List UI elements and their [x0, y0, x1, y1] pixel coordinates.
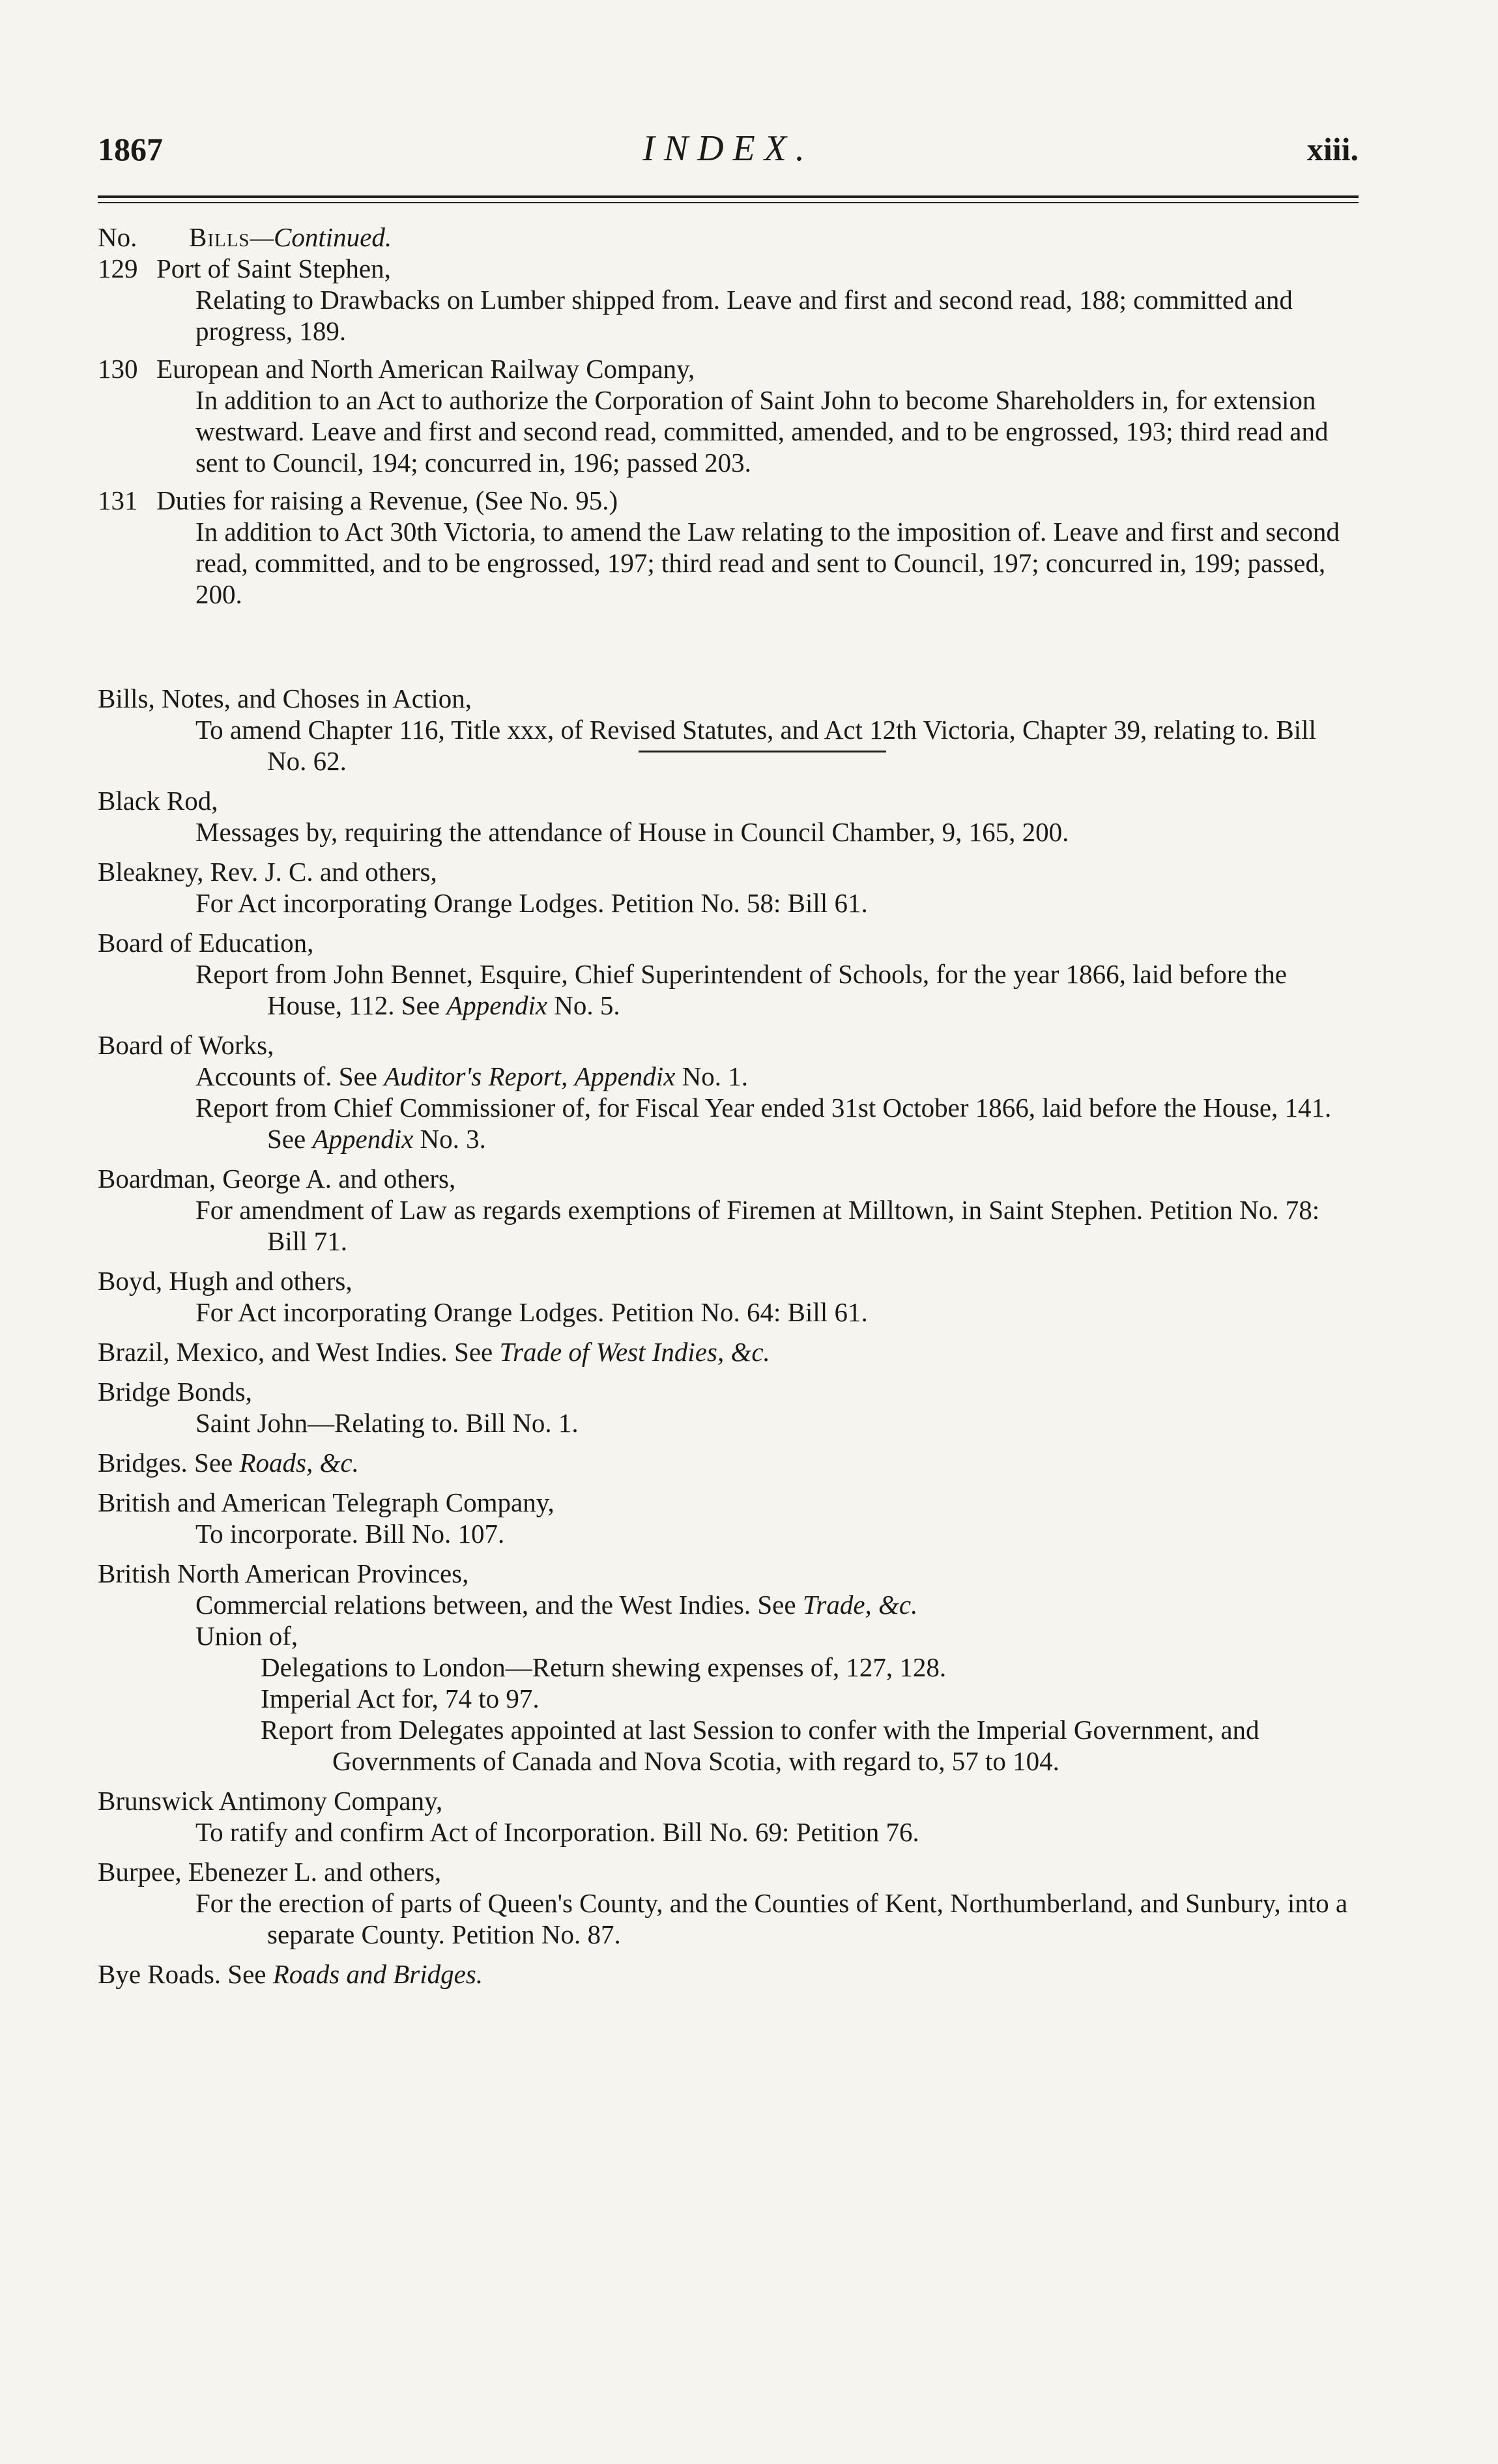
index-entry	[98, 1376, 1359, 1439]
entry-sub: For amendment of Law as regards exemptions of Firemen at Milltown, in Saint Stephen. Petition No. 78: Bill 71.	[195, 1195, 1320, 1256]
entry-sub: For Act incorporating Orange Lodges. Petition No. 64: Bill 61.	[195, 1297, 868, 1327]
page-header	[98, 130, 1359, 182]
entry-heading: British and American Telegraph Company,	[98, 1487, 555, 1517]
entry-sub: To ratify and confirm Act of Incorporation. Bill No. 69: Petition 76.	[195, 1817, 919, 1847]
index-entry	[98, 1447, 1359, 1478]
entry-sub: To incorporate. Bill No. 107.	[195, 1519, 505, 1549]
index-entry	[98, 927, 1359, 1021]
entry-sub: Commercial relations between, and the West Indies. See Trade, &c.	[195, 1590, 918, 1620]
entry-sub: Saint John—Relating to. Bill No. 1.	[195, 1408, 579, 1438]
entry-heading: Board of Works,	[98, 1030, 274, 1060]
entry-sub: Report from John Bennet, Esquire, Chief Superintendent of Schools, for the year 1866, laid before the House, 112. See Appendix No. 5.	[195, 959, 1287, 1020]
entry-heading: Burpee, Ebenezer L. and others,	[98, 1857, 442, 1887]
entry-heading: Bridge Bonds,	[98, 1377, 252, 1407]
bill-number: 131	[98, 485, 138, 515]
entry-heading: British North American Provinces,	[98, 1558, 469, 1588]
bill-title: Port of Saint Stephen,	[156, 253, 391, 283]
index-entry	[98, 1163, 1359, 1257]
bill-number: 130	[98, 354, 138, 384]
header-title: INDEX.	[642, 128, 814, 169]
entry-sub: Union of,	[195, 1621, 298, 1651]
bills-title: Bills	[189, 222, 250, 252]
entry-heading: Bleakney, Rev. J. C. and others,	[98, 857, 437, 887]
entry-sub: For the erection of parts of Queen's County, and the Counties of Kent, Northumberland, and Sunbury, into a separate County. Petition No. 87.	[195, 1888, 1348, 1949]
entry-subsub: Report from Delegates appointed at last Session to confer with the Imperial Government, and Governments of Canada and Nova Scotia, with regard to, 57 to 104.	[261, 1715, 1260, 1776]
bill-detail: In addition to an Act to authorize the Corporation of Saint John to become Shareholders in, for extension westward. Leave and first and second read, committed, amended, and to be engrossed, 193; third read and sent to Council, 194; concurred in, 196; passed 203.	[195, 385, 1329, 478]
index-entry	[98, 683, 1359, 777]
bills-heading	[98, 222, 1359, 253]
entry-sub: Report from Chief Commissioner of, for Fiscal Year ended 31st October 1866, laid before the House, 141. See Appendix No. 3.	[195, 1093, 1332, 1154]
bills-continued: —Continued.	[250, 222, 392, 252]
entry-sub: To amend Chapter 116, Title xxx, of Revised Statutes, and Act 12th Victoria, Chapter 39, relating to. Bill No. 62.	[195, 715, 1316, 776]
header-rule-thick	[98, 195, 1359, 198]
index-entry	[98, 1958, 1359, 1990]
bill-detail: In addition to Act 30th Victoria, to amend the Law relating to the imposition of. Leave and first and second read, committed, and to be engrossed, 197; third read and sent to Council, 197; concurred in, 199; passed, 200.	[195, 517, 1340, 609]
index-entry	[98, 1029, 1359, 1154]
header-page-number: xiii.	[1306, 131, 1359, 167]
index-entry	[98, 856, 1359, 919]
entry-sub: Accounts of. See Auditor's Report, Appendix No. 1.	[195, 1061, 749, 1091]
index-entry	[98, 1785, 1359, 1848]
entry-heading: Board of Education,	[98, 928, 314, 958]
entry-heading: Black Rod,	[98, 786, 218, 816]
entry-sub: For Act incorporating Orange Lodges. Petition No. 58: Bill 61.	[195, 888, 868, 918]
entry-heading: Bills, Notes, and Choses in Action,	[98, 683, 472, 713]
index-entry	[98, 1558, 1359, 1777]
index-entry	[98, 1265, 1359, 1328]
bill-entry	[98, 485, 1359, 610]
entry-subsub: Imperial Act for, 74 to 97.	[261, 1683, 540, 1713]
header-year: 1867	[98, 131, 163, 167]
entry-heading: Brazil, Mexico, and West Indies. See Trade of West Indies, &c.	[98, 1337, 770, 1367]
bill-entry	[98, 253, 1359, 347]
entry-heading: Bye Roads. See Roads and Bridges.	[98, 1959, 483, 1989]
entry-heading: Bridges. See Roads, &c.	[98, 1448, 359, 1478]
index-entry	[98, 1856, 1359, 1950]
header-rule-thin	[98, 202, 1359, 203]
bills-no-label: No.	[98, 222, 137, 252]
entry-subsub: Delegations to London—Return shewing expenses of, 127, 128.	[261, 1652, 947, 1682]
index-entry	[98, 1336, 1359, 1368]
section-separator	[639, 751, 886, 752]
index-entry	[98, 785, 1359, 848]
entry-heading: Boyd, Hugh and others,	[98, 1266, 353, 1296]
bill-number: 129	[98, 253, 138, 283]
index-content	[98, 222, 1359, 1998]
index-entry	[98, 1487, 1359, 1549]
bill-title: Duties for raising a Revenue, (See No. 95.)	[156, 485, 618, 515]
entry-heading: Brunswick Antimony Company,	[98, 1786, 443, 1816]
bill-detail: Relating to Drawbacks on Lumber shipped from. Leave and first and second read, 188; committed and progress, 189.	[195, 285, 1293, 346]
entry-sub: Messages by, requiring the attendance of House in Council Chamber, 9, 165, 200.	[195, 817, 1069, 847]
entry-heading: Boardman, George A. and others,	[98, 1164, 456, 1194]
bill-entry	[98, 353, 1359, 478]
bill-title: European and North American Railway Company,	[156, 354, 695, 384]
bills-section	[98, 222, 1359, 610]
index-entries	[98, 683, 1359, 1990]
